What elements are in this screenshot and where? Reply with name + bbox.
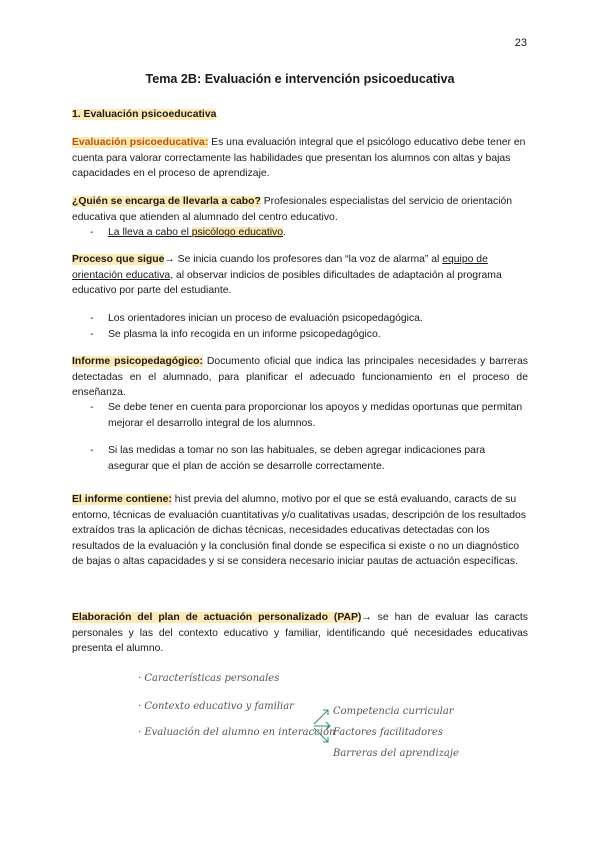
list-item: - Se plasma la info recogida en un informe psicopedagógico. bbox=[72, 327, 528, 343]
arrow-icon: → bbox=[164, 254, 175, 265]
process-label: Proceso que sigue bbox=[72, 254, 165, 265]
page-title: Tema 2B: Evaluación e intervención psicoeducativa bbox=[145, 72, 455, 86]
handwritten-item: Factores facilitadores bbox=[333, 727, 443, 738]
list-item: - La lleva a cabo el psicólogo educativo. bbox=[72, 225, 528, 241]
process-paragraph: Proceso que sigue→ Se inicia cuando los profesores dan “la voz de alarma” al equipo de orientación educativa, al observar indicios de posibles dificultades de adaptación al programa educativo por parte del estudiante. bbox=[72, 254, 502, 297]
definition-text: Es una evaluación integral que el psicólogo educativo debe tener en cuenta para valorar correctamente las habilidades que presentan los alumnos con altas y bajas capacidades en el proceso de aprendizaje. bbox=[72, 137, 526, 180]
handwritten-item: Barreras del aprendizaje bbox=[333, 748, 459, 759]
handwritten-item: · Características personales bbox=[138, 673, 280, 684]
report-label: Informe psicopedagógico: bbox=[72, 356, 203, 367]
handwritten-arrows-icon bbox=[310, 706, 334, 746]
process-list bbox=[72, 311, 528, 342]
pap-label: Elaboración del plan de actuación personalizado (PAP) bbox=[72, 612, 362, 623]
process-link-a: equipo de bbox=[442, 254, 488, 265]
who-text: Profesionales especialistas del servicio de orientación educativa que atienden al alumnado del centro educativo. bbox=[72, 196, 513, 223]
handwritten-item: · Evaluación del alumno en interacción bbox=[138, 727, 336, 738]
arrow-icon: → bbox=[361, 612, 372, 623]
report-paragraph bbox=[72, 354, 528, 401]
who-highlight: psicólogo educativo bbox=[191, 227, 284, 239]
report-text: Documento oficial que indica las principales necesidades y barreras detectadas en el alumnado, para planificar el adecuado funcionamiento en el proceso de enseñanza. bbox=[72, 356, 528, 399]
section-heading-block bbox=[72, 107, 528, 123]
list-item: - Si las medidas a tomar no son las habituales, se deben agregar indicaciones para asegurar que el plan de acción se desarrolle correctamente. bbox=[72, 443, 528, 474]
page-number: 23 bbox=[514, 37, 527, 49]
report-list bbox=[72, 400, 528, 474]
handwritten-item: Competencia curricular bbox=[333, 706, 454, 717]
definition-paragraph bbox=[72, 135, 528, 182]
pap-paragraph bbox=[72, 610, 528, 657]
who-question: ¿Quién se encarga de llevarla a cabo? bbox=[72, 196, 261, 207]
handwritten-item: · Contexto educativo y familiar bbox=[138, 701, 294, 712]
section-heading: 1. Evaluación psicoeducativa bbox=[72, 109, 217, 120]
process-list-block bbox=[72, 311, 528, 342]
list-item: - Los orientadores inician un proceso de evaluación psicopedagógica. bbox=[72, 311, 528, 327]
contents-text: hist previa del alumno, motivo por el que se está evaluando, caracts de su entorno, técnicas de evaluación cuantitativas y/o cualitativas usadas, descripción de los resultados extraídos tras la aplicación de dichas técnicas, necesidades educativas detectadas con los resultados de la evaluación y la conclusión final donde se especifica si existe o no un diagnóstico de bajas o altas capacidades y si se considera necesario iniciar pautas de actuación específicas. bbox=[72, 494, 526, 568]
pap-text: se han de evaluar las caracts personales y las del contexto educativo y familiar, identificando qué necesidades educativas presenta el alumno. bbox=[72, 612, 529, 655]
process-link-b: orientación educativa bbox=[72, 269, 171, 281]
who-paragraph bbox=[72, 194, 528, 241]
definition-term: Evaluación psicoeducativa: bbox=[72, 137, 209, 148]
contents-paragraph bbox=[72, 492, 528, 570]
report-list-block bbox=[72, 400, 528, 474]
contents-label: El informe contiene: bbox=[72, 494, 172, 505]
who-list bbox=[72, 225, 528, 241]
list-item: - Se debe tener en cuenta para proporcionar los apoyos y medidas oportunas que permitan mejorar el desarrollo integral de los alumnos. bbox=[72, 400, 528, 431]
